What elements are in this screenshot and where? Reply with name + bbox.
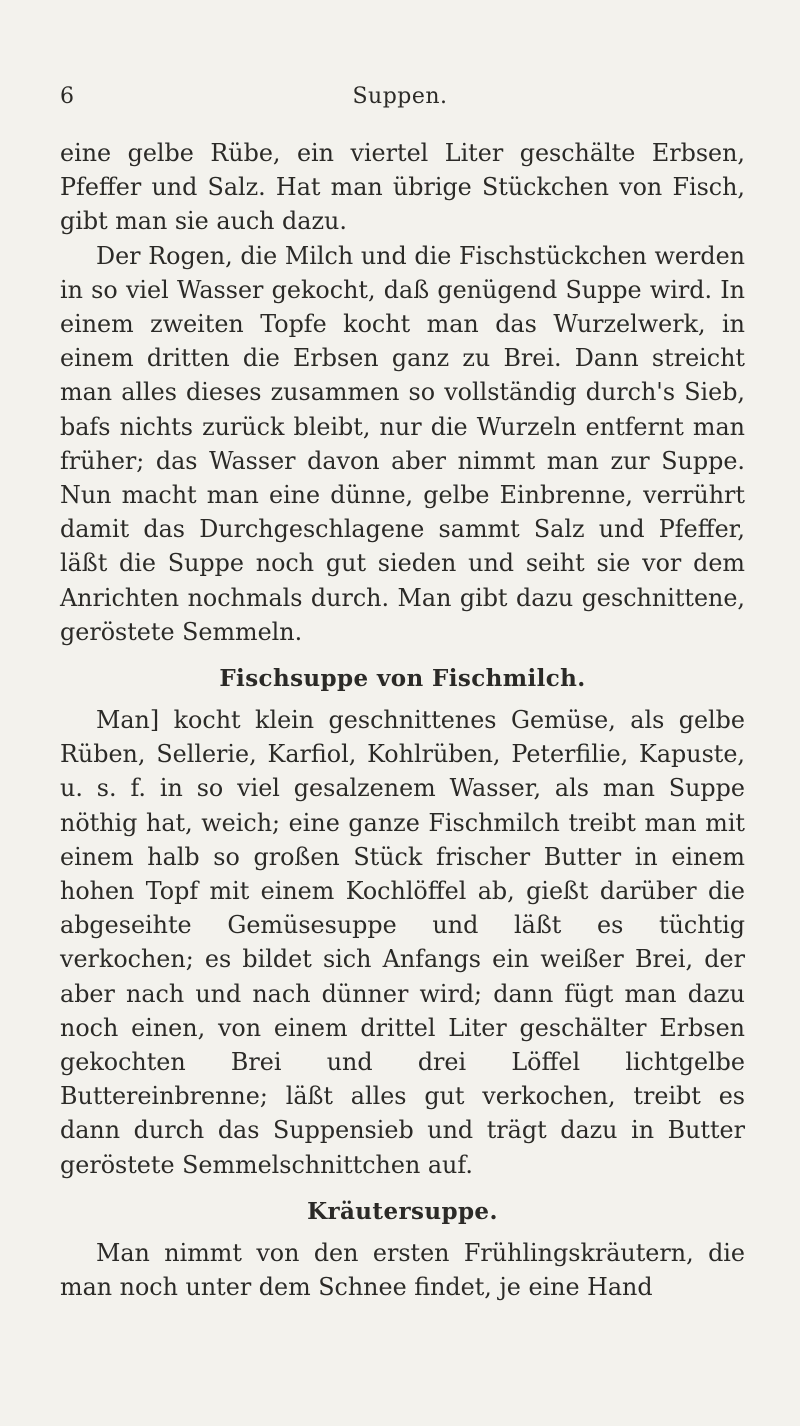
herb-soup-heading: Kräutersuppe. (307, 1197, 498, 1225)
fish-milk-soup-paragraph: Man] kocht klein geschnittenes Gemüse, als gelbe Rüben, Sellerie, Karfiol, Kohlrüben, Peterfilie, Kapuste, u. s. f. in so viel gesalzenem Wasser, als man Suppe nöthig hat, weich; eine ganze Fischmilch treibt man mit einem halb so großen Stück frischer Butter in einem hohen Topf mit einem Kochlöffel ab, gießt darüber die abgeseihte Gemüsesuppe und läßt es tüchtig verkochen; es bildet sich Anfangs ein weißer Brei, der aber nach und nach dünner wird; dann fügt man dazu noch einen, von einem drittel Liter geschälter Erbsen gekochten Brei und drei Löffel lichtgelbe Buttereinbrenne; läßt alles gut verkochen, treibt es dann durch das Suppensieb und trägt dazu in Butter geröstete Semmelschnittchen auf. (60, 706, 745, 1179)
recipe-text (60, 136, 745, 1304)
fish-soup-continuation-paragraph: eine gelbe Rübe, ein viertel Liter geschälte Erbsen, Pfeffer und Salz. Hat man übrige Stückchen von Fisch, gibt man sie auch dazu. (60, 139, 745, 236)
fish-milk-soup-heading: Fischsuppe von Fischmilch. (219, 665, 586, 693)
page-number: 6 (60, 84, 74, 109)
fish-soup-preparation-paragraph: Der Rogen, die Milch und die Fischstückchen werden in so viel Wasser gekocht, daß genügend Suppe wird. In einem zweiten Topfe kocht man das Wurzelwerk, in einem dritten die Erbsen ganz zu Brei. Dann streicht man alles dieses zusammen so vollständig durch's Sieb, bafs nichts zurück bleibt, nur die Wurzeln entfernt man früher; das Wasser davon aber nimmt man zur Suppe. Nun macht man eine dünne, gelbe Einbrenne, verrührt damit das Durchgeschlagene sammt Salz und Pfeffer, läßt die Suppe noch gut sieden und seiht sie vor dem Anrichten nochmals durch. Man gibt dazu geschnittene, geröstete Semmeln. (60, 241, 745, 646)
running-head: Suppen. (352, 84, 448, 109)
herb-soup-paragraph: Man nimmt von den ersten Frühlingskräutern, die man noch unter dem Schnee findet, je eine Hand (60, 1238, 745, 1302)
